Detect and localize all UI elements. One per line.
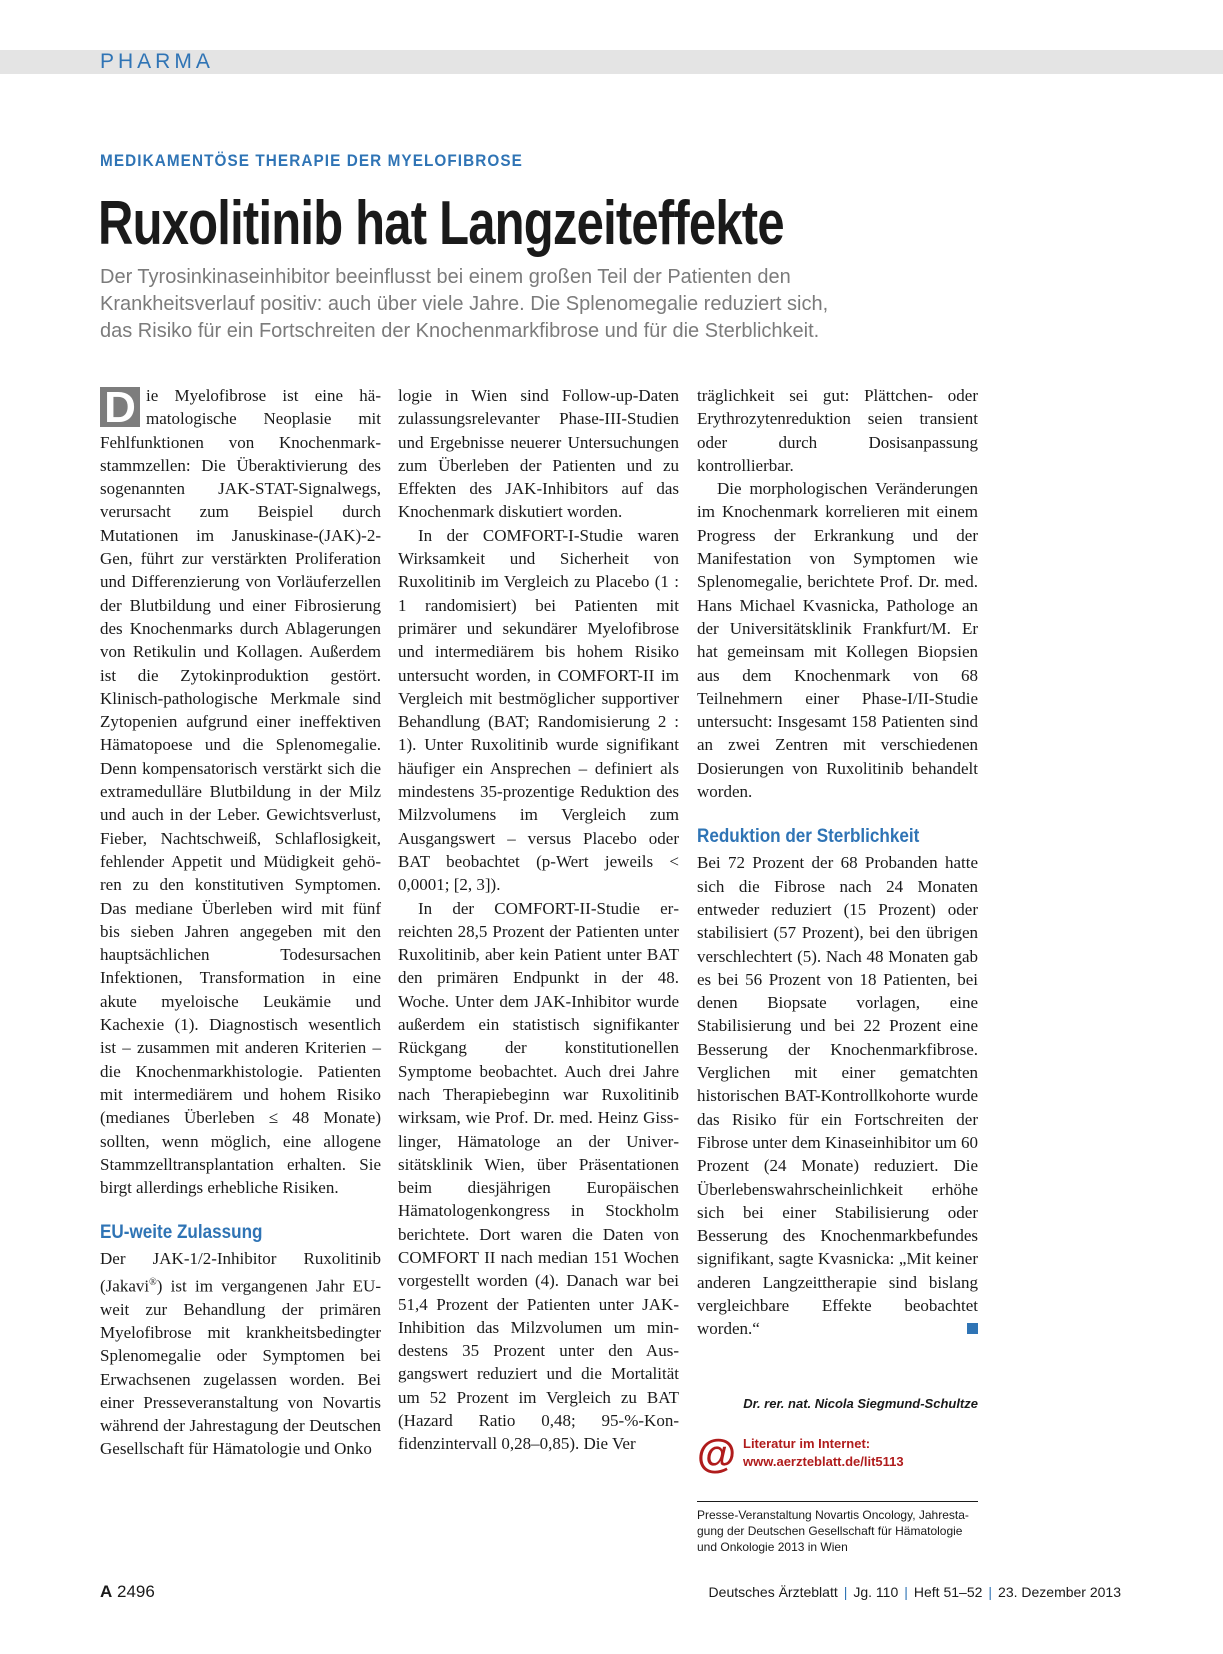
article-lead <box>100 264 1000 345</box>
source-note: Presse-Veranstaltung Novartis Oncology, Jahrestagung der Deutschen Gesellschaft für Hämatologie und Onkologie 2013 in Wien <box>697 1508 969 1554</box>
literature-label: Literatur im Internet: <box>743 1436 871 1451</box>
author-byline: Dr. rer. nat. Nicola Siegmund-Schultze <box>743 1396 978 1411</box>
paragraph-comfort-i: In der COMFORT-I-Studie waren Wirksamkeit und Sicherheit von Ruxolitinib im Vergleich zu Placebo (1 : 1 randomisiert) bei Patienten mit primärer und sekundärer Myelofibrose und intermediärem bis hohem Risiko untersucht worden, in COMFORT-II im Vergleich mit bestmöglicher supportiver Behandlung (BAT; Randomisierung 2 : 1). Unter Ruxolitinib wurde signifikant häufiger ein Ansprechen – definiert als mindestens 35-prozentige Reduktion des Milzvolumens im Vergleich zum Ausgangswert – versus Placebo oder BAT beobachtet (p-Wert jeweils < 0,0001; [2, 3]). <box>398 525 679 895</box>
text-column-3 <box>697 384 978 1341</box>
journal-issue: Heft 51–52 <box>913 1584 983 1600</box>
paragraph-continued <box>398 384 679 524</box>
subheading-mortality: Reduktion der Sterblichkeit <box>697 826 920 848</box>
journal-volume: Jg. 110 <box>853 1584 899 1600</box>
page-number <box>100 1582 155 1602</box>
end-of-article-mark <box>967 1323 978 1334</box>
registered-mark: ® <box>149 1276 157 1288</box>
journal-date: 23. Dezember 2013 <box>998 1584 1121 1600</box>
paragraph-mortality <box>697 851 978 1340</box>
source-divider <box>697 1501 978 1502</box>
footer-separator: | <box>988 1584 993 1600</box>
footer-separator: | <box>904 1584 908 1600</box>
lead-line: Der Tyrosinkinaseinhibitor beeinflusst bei einem großen Teil der Patienten den <box>100 266 791 288</box>
subheading-eu-approval: EU-weite Zulassung <box>100 1222 263 1244</box>
page-number-value: 2496 <box>117 1582 155 1601</box>
paragraph-text: Der JAK-1/2-Inhibitor Ruxolitinib (Jakavi <box>100 1249 381 1296</box>
literature-link[interactable]: www.aerzteblatt.de/lit5113 <box>743 1454 904 1469</box>
drop-cap: D <box>100 387 140 427</box>
text-column-1 <box>100 384 381 1461</box>
paragraph-text: logie in Wien sind Follow-up-Daten zulassungsrelevanter Phase-III-Studien und Ergebnisse neuerer Untersuchungen zum Überleben der Patienten und zu Effekten des JAK-Inhibitors auf das Knochenmark diskutiert worden. <box>398 386 679 522</box>
article-kicker: MEDIKAMENTÖSE THERAPIE DER MYELOFIBROSE <box>100 151 523 170</box>
article-headline: Ruxolitinib hat Langzeiteffekte <box>98 189 784 258</box>
paragraph-text: Bei 72 Prozent der 68 Probanden hatte sich die Fibrose nach 24 Monaten entweder reduziert (15 Prozent) oder stabilisiert (57 Prozent), bei den übrigen verschlechtert (5). Nach 48 Monaten gab es bei 56 Prozent von 18 Patienten, bei denen Biopsate vorlagen, eine Stabilisierung und bei 22 Prozent eine Besserung der Knochenmarkfibrose. Verglichen mit einer gematchten historischen BAT-Kontrollkohorte wurde das Risiko für ein Fortschreiten der Fibrose unter dem Kinaseinhibitor um 60 Prozent (24 Monate) reduziert. Die Überlebenswahrscheinlichkeit erhöhe sich bei einer Stabilisierung oder Besserung des Knochenmarkbefundes signifikant, sagte Kvasnicka: „Mit keiner anderen Langzeittherapie sind bislang vergleichbare Effekte beobachtet worden.“ <box>697 853 978 1339</box>
paragraph-text: ie Myelofibrose ist eine hämatologische Neoplasie mit Fehlfunktionen von Knochenmarkstammzellen: Die Überaktivierung des sogenannten JAK-STAT-Signalwegs, verursacht zum Beispiel durch Mutationen im Januskinase-(JAK)-2-Gen, führt zur verstärkten Proliferation und Differenzierung von Vorläuferzellen der Blutbildung und einer Fibrosierung des Knochenmarks durch Ablagerungen von Retikulin und Kollagen. Außerdem ist die Zytokinproduktion gestört. Klinisch-pathologische Merkmale sind Zytopenien aufgrund einer ineffektiven Hämatopoese und die Splenomegalie. Denn kompensatorisch verstärkt sich die extramedulläre Blutbildung in der Milz und auch in der Leber. Gewichtsverlust, Fieber, Nachtschweiß, Schlaflosigkeit, fehlender Appetit und Müdigkeit gehören zu den konstitutiven Symptomen. Das mediane Überleben wird mit fünf bis sieben Jahren angegeben mit den hauptsächlichen Todesursachen Infektionen, Transformation in eine akute myeloische Leukämie und Kachexie (1). Diagnostisch wesentlich ist – zusammen mit anderen Kriterien – die Knochenmarkhistologie. Patienten mit intermediärem und hohem Risiko (medianes Überleben ≤ 48 Monate) sollten, wenn möglich, eine allogene Stammzelltransplantation erhalten. Sie birgt allerdings erhebliche Risiken. <box>100 386 381 1198</box>
page-prefix: A <box>100 1582 113 1601</box>
at-sign-icon: @ <box>697 1432 737 1476</box>
footer-separator: | <box>843 1584 848 1600</box>
journal-name: Deutsches Ärzteblatt <box>708 1584 838 1600</box>
paragraph-text: ) ist im vergangenen Jahr EU-weit zur Behandlung der primären Myelofibrose mit krankheitsbedingter Splenomegalie oder Symptomen bei Erwachsenen zugelassen worden. Bei einer Presseveranstaltung von Novartis während der Jahrestagung der Deutschen Gesellschaft für Hämatologie und Onko <box>100 1276 381 1459</box>
paragraph-approval <box>100 1247 381 1460</box>
paragraph-continued: träglichkeit sei gut: Plättchen- oder Erythrozytenreduktion seien transient oder durch Dosisanpassung kontrollierbar. <box>697 386 978 475</box>
literature-box[interactable] <box>697 1434 978 1474</box>
journal-footer <box>709 1584 1121 1600</box>
text-column-2 <box>398 384 679 1456</box>
lead-line: Krankheitsverlauf positiv: auch über viele Jahre. Die Splenomegalie reduziert sich, <box>100 293 829 315</box>
paragraph-morphology: Die morphologischen Veränderungen im Knochenmark korrelieren mit einem Progress der Erkrankung und der Manifestation von Symptomen wie Splenomegalie, berichtete Prof. Dr. med. Hans Michael Kvasnicka, Pathologe an der Universitätsklinik Frankfurt/M. Er hat gemeinsam mit Kollegen Biopsien aus dem Knochenmark von 68 Teilnehmern einer Phase-I/II-Studie untersucht: Insgesamt 158 Patienten sind an zwei Zentren mit verschiedenen Dosierungen von Ruxolitinib behandelt worden. <box>697 479 978 802</box>
paragraph-comfort-ii: In der COMFORT-II-Studie erreichten 28,5 Prozent der Patienten unter Ruxolitinib, aber kein Patient unter BAT den primären Endpunkt in der 48. Woche. Unter dem JAK-Inhibitor wurde außerdem ein statistisch signifikanter Rückgang der konstitutionellen Symptome beobachtet. Auch drei Jahre nach Therapiebeginn war Ruxolitinib wirksam, wie Prof. Dr. med. Heinz Gisslinger, Hämatologe an der Universitätsklinik Wien, über Präsentationen beim diesjährigen Europäischen Hämatologenkongress in Stockholm berichtete. Dort waren die Daten von COMFORT II nach median 151 Wochen vorgestellt worden (4). Danach war bei 51,4 Prozent der Patienten unter JAK-Inhibition das Milzvolumen um mindestens 35 Prozent unter den Ausgangswert reduziert und die Mortalität um 52 Prozent im Vergleich zu BAT (Hazard Ratio 0,48; 95-%-Konfidenzintervall 0,28–0,85). Die Ver <box>398 898 679 1454</box>
section-label: PHARMA <box>100 50 214 73</box>
paragraph-intro <box>100 384 381 1199</box>
lead-line: das Risiko für ein Fortschreiten der Knochenmarkfibrose und für die Sterblichkeit. <box>100 320 820 342</box>
